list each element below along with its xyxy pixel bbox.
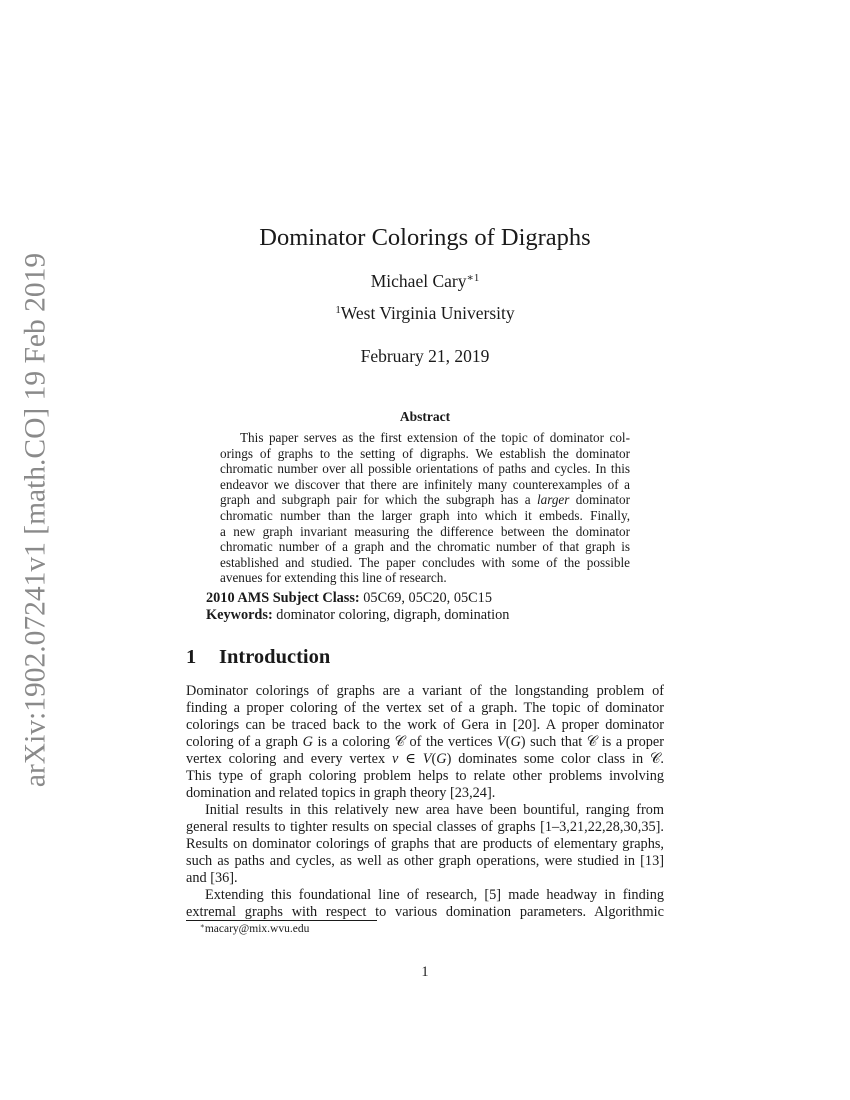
abstract-line: chromatic number of a graph and the chromatic number of that graph is — [220, 539, 630, 555]
arxiv-identifier: arXiv:1902.07241v1 [math.CO] 19 Feb 2019 — [19, 252, 52, 788]
abstract-line: chromatic number than the larger graph into which it embeds. Finally, — [220, 507, 630, 523]
body-line-math: coloring of a graph G is a coloring 𝒞 of the vertices V(G) such that 𝒞 is a proper — [186, 734, 664, 750]
affiliation-mark: 1 — [335, 304, 341, 317]
arxiv-sidebar — [10, 240, 62, 800]
body-line: Results on dominator colorings of graphs that are products of elementary graphs, — [186, 836, 664, 852]
abstract-line: This paper serves as the first extension of the topic of dominator col- — [240, 430, 630, 445]
abstract-heading: Abstract — [399, 409, 451, 424]
abstract-line: chromatic number over all possible orientations of paths and cycles. In this — [220, 461, 630, 477]
body-line-math: vertex coloring and every vertex v ∈ V(G) dominates some color class in 𝒞. — [186, 751, 664, 767]
body-line: domination and related topics in graph theory [23,24]. — [186, 785, 496, 801]
abstract-line: a new graph invariant measuring the difference between the dominator — [220, 523, 630, 539]
paper-metadata — [206, 590, 509, 624]
affiliation-name: West Virginia University — [340, 303, 515, 323]
ams-class-value: 05C69, 05C20, 05C15 — [359, 590, 492, 606]
keywords-value: dominator coloring, digraph, domination — [272, 607, 510, 623]
introduction-body — [186, 683, 664, 921]
body-line: Dominator colorings of graphs are a variant of the longstanding problem of — [186, 683, 664, 699]
body-line: finding a proper coloring of the vertex set of a graph. The topic of dominator — [186, 700, 664, 716]
abstract-line-with-emphasis: graph and subgraph pair for which the subgraph has a larger dominator — [220, 492, 630, 508]
footnote — [200, 923, 309, 935]
author-name: Michael Cary — [370, 271, 467, 291]
body-line: extremal graphs with respect to various domination parameters. Algorithmic — [186, 904, 664, 920]
abstract-line: orings of graphs to the setting of digraphs. We establish the dominator — [220, 445, 630, 461]
page-number: 1 — [421, 964, 429, 980]
body-line: colorings can be traced back to the work of Gera in [20]. A proper dominator — [186, 717, 664, 733]
author-line — [0, 271, 850, 292]
abstract-line: endeavor we discover that there are infinitely many counterexamples of a — [220, 476, 630, 492]
author-mark: ∗1 — [466, 272, 480, 285]
ams-class-label: 2010 AMS Subject Class: — [206, 590, 360, 606]
body-line: This type of graph coloring problem helps to relate other problems involving — [186, 768, 664, 784]
abstract-line: established and studied. The paper concludes with some of the possible — [220, 554, 630, 570]
body-line: Initial results in this relatively new area have been bountiful, ranging from — [205, 802, 664, 818]
paper-date: February 21, 2019 — [360, 346, 490, 366]
abstract-line: avenues for extending this line of research. — [220, 570, 447, 586]
paper-title: Dominator Colorings of Digraphs — [259, 224, 591, 251]
section-number: 1 — [186, 646, 197, 668]
ams-class-line — [206, 590, 509, 607]
body-line: such as paths and cycles, as well as other graph operations, were studied in [13] — [186, 853, 664, 869]
affiliation-line — [0, 303, 850, 324]
footnote-divider — [186, 920, 377, 921]
keywords-label: Keywords: — [206, 607, 273, 623]
abstract-body — [220, 430, 630, 586]
body-line: and [36]. — [186, 870, 238, 886]
section-title: Introduction — [219, 646, 331, 668]
section-heading — [186, 646, 330, 669]
footnote-email: macary@mix.wvu.edu — [204, 923, 310, 935]
body-line: general results to tighter results on special classes of graphs [1–3,21,22,28,30,35]. — [186, 819, 664, 835]
footnote-mark: ∗ — [200, 922, 205, 931]
keywords-line — [206, 607, 509, 624]
body-line: Extending this foundational line of research, [5] made headway in finding — [205, 887, 664, 903]
